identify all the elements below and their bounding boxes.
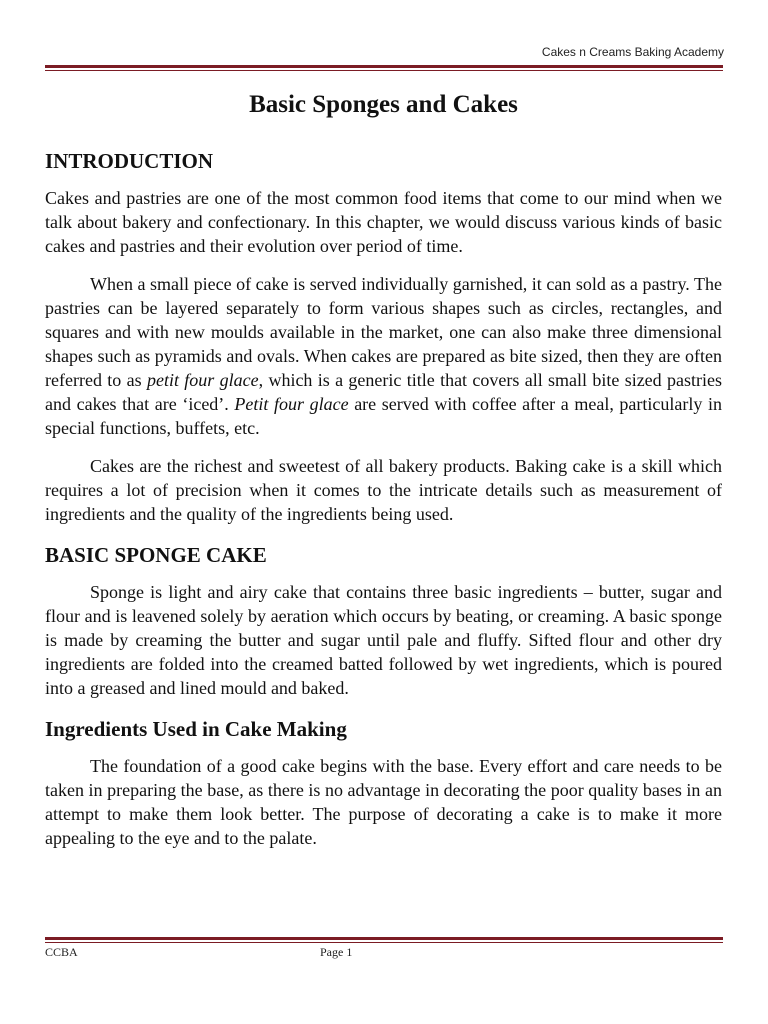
header-rule	[45, 65, 723, 71]
page-number: Page 1	[320, 945, 353, 959]
footer-rule	[45, 937, 723, 943]
header-title: Cakes n Creams Baking Academy	[541, 45, 724, 59]
paragraph: When a small piece of cake is served individually garnished, it can sold as a pastry. The pastries can be layered separately to form various shapes such as circles, rectangles, and squares and with new moulds available in the market, one can also make three dimensional shapes such as pyramids and ovals. When cakes are prepared as bite sized, then they are often referred to as petit four glace, which is a generic title that covers all small bite sized pastries and cakes that are ‘iced’. Petit four glace are served with coffee after a meal, particularly in special functions, buffets, etc.	[45, 274, 722, 438]
document-body	[45, 86, 722, 864]
paragraph: The foundation of a good cake begins with the base. Every effort and care needs to be taken in preparing the base, as there is no advantage in decorating the poor quality bases in an attempt to make them look better. The purpose of decorating a cake is to make it more appealing to the eye and to the palate.	[45, 756, 722, 848]
document-title: Basic Sponges and Cakes	[249, 91, 518, 118]
italic-term: petit four glace	[146, 370, 259, 390]
section-heading-ingredients: Ingredients Used in Cake Making	[45, 717, 347, 741]
paragraph: Cakes and pastries are one of the most common food items that come to our mind when we talk about bakery and confectionary. In this chapter, we would discuss various kinds of basic cakes and pastries and their evolution over period of time.	[45, 188, 722, 256]
footer-left-text: CCBA	[45, 945, 78, 959]
section-heading-introduction: INTRODUCTION	[45, 149, 214, 173]
paragraph: Sponge is light and airy cake that contains three basic ingredients – butter, sugar and flour and is leavened solely by aeration which occurs by beating, or creaming. A basic sponge is made by creaming the butter and sugar until pale and fluffy. Sifted flour and other dry ingredients are folded into the creamed batted followed by wet ingredients, which is poured into a greased and lined mould and baked.	[45, 582, 722, 698]
section-heading-basic-sponge-cake: BASIC SPONGE CAKE	[45, 543, 267, 567]
italic-term: Petit four glace	[234, 394, 349, 414]
paragraph: Cakes are the richest and sweetest of all bakery products. Baking cake is a skill which requires a lot of precision when it comes to the intricate details such as measurement of ingredients and the quality of the ingredients being used.	[45, 456, 722, 524]
